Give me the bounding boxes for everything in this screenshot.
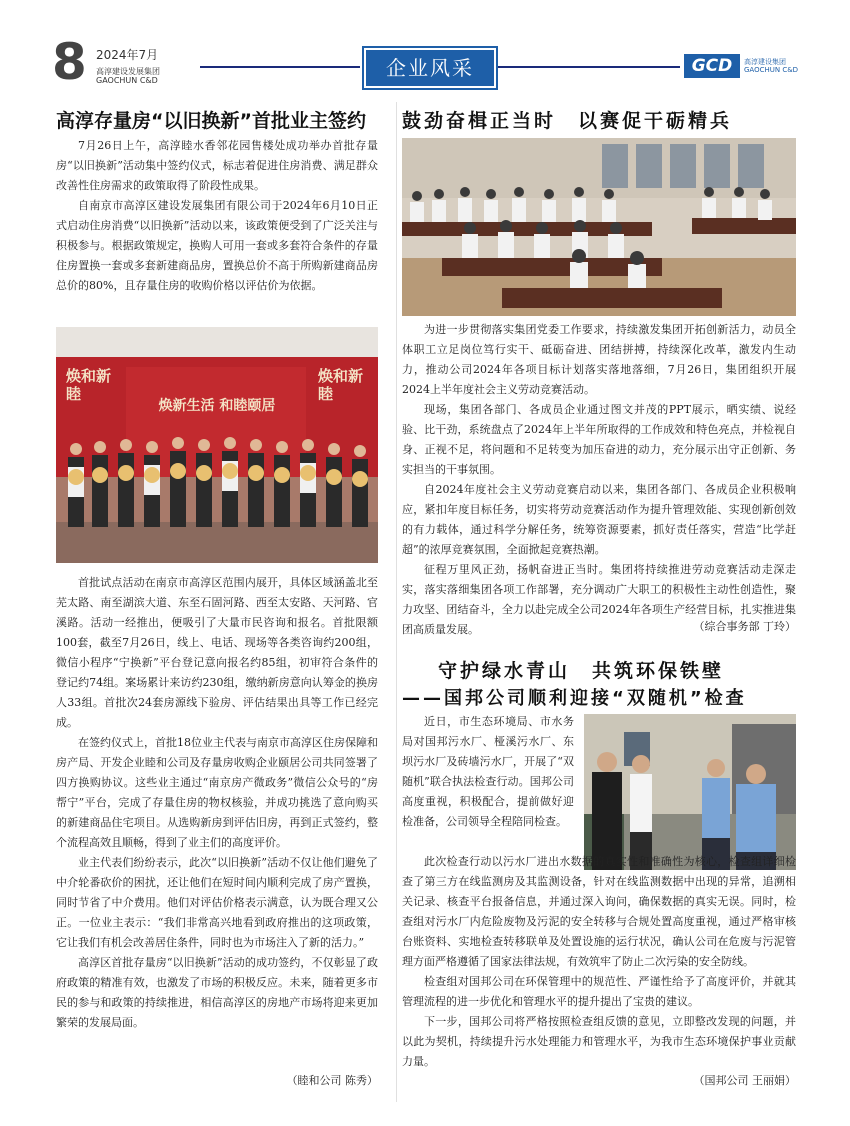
header-rule-right <box>498 66 680 68</box>
article2-title: 鼓劲奋楫正当时 以赛促干砺精兵 <box>402 110 733 132</box>
logo-caption <box>744 58 798 74</box>
article3-paragraph: 检查组对国邦公司在环保管理中的规范性、严谨性给予了高度评价，并就其管理流程的进一步优化和管理水平的提升提出了宝贵的建议。 <box>402 975 796 1008</box>
article2-paragraph: 自2024年度社会主义劳动竞赛启动以来，集团各部门、各成员企业积极响应，紧扣年度目标任务，切实将劳动竞赛活动作为提升管理效能、实现创新创效的有力载体，通过科学分解任务，统筹资源要素，抓好责任落实，营造“比学赶超”的浓厚竞赛氛围，全面掀起竞赛热潮。 <box>402 483 796 556</box>
company-name-cn: 高淳建设发展集团 <box>96 67 160 76</box>
competition-meeting-image <box>402 138 796 316</box>
article2-body <box>402 320 796 640</box>
logo-caption-cn: 高淳建设集团 <box>744 58 786 66</box>
photo-banner-left: 焕和新睦 <box>66 367 112 403</box>
article3-intro <box>402 712 574 832</box>
gcd-logo: GCD <box>684 54 740 78</box>
article2-paragraph: 现场，集团各部门、各成员企业通过图文并茂的PPT展示，晒实绩、说经验、比干劲，系统盘点了2024年上半年所取得的工作成效和特色亮点，并检视自身、正视不足，将问题和不足转变为加压奋进的动力，充分展示出守正创新、务实担当的干事氛围。 <box>402 403 796 476</box>
article3-paragraph: 此次检查行动以污水厂进出水数据的真实性和准确性为核心，检查组详细检查了第三方在线监测房及其监测设备，针对在线监测数据中出现的异常，追溯相关记录、核查平台报备信息，并通过深入询问，确保数据的真实无误。同时，检查组对污水厂内危险废物及污泥的安全转移与合规处置高度重视，通过严格审核台账资料、实地检查转移联单及处置设施的运行状况，确认公司在危废与污泥管理方面严格遵循了国家法律法规，有效筑牢了防止二次污染的安全防线。 <box>402 855 796 968</box>
article1-paragraph: 业主代表们纷纷表示，此次“以旧换新”活动不仅让他们避免了中介轮番砍价的困扰，还让他们在短时间内顺利完成了房产置换，同时节省了中介费用。他们对评估价格表示满意，认为既合理又公正。一位业主表示：“我们非常高兴地看到政府推出的这项政策，它让我们有机会改善居住条件，同时也为市场注入了新的活力。” <box>56 856 378 949</box>
competition-meeting-photo <box>402 138 796 316</box>
signing-ceremony-photo <box>56 327 378 563</box>
masthead-company <box>96 67 160 85</box>
article3-body <box>402 852 796 1072</box>
article1-paragraph: 高淳区首批存量房“以旧换新”活动的成功签约，不仅彰显了政府政策的精准有效，也激发了市场的积极反应。未来，随着更多市民的参与和政策的持续推进，相信高淳区的房地产市场将迎来更加繁荣的发展局面。 <box>56 956 378 1029</box>
article1-title: 高淳存量房“以旧换新”首批业主签约 <box>56 110 366 132</box>
issue-date: 2024年7月 <box>96 48 159 62</box>
column-divider <box>396 102 397 1102</box>
article1-paragraph: 自南京市高淳区建设发展集团有限公司于2024年6月10日正式启动住房消费“以旧换新”活动以来，该政策便受到了广泛关注与积极参与。根据政策规定，换购人可用一套或多套符合条件的存量住房置换一套或多套新建商品房，置换总价不高于所购新建商品房总价的80%，且存量住房的收购价格以评估价为依据。 <box>56 199 378 292</box>
signing-ceremony-image <box>56 327 378 563</box>
inspection-photo <box>584 714 796 870</box>
article3-paragraph: 下一步，国邦公司将严格按照检查组反馈的意见，立即整改发现的问题，并以此为契机，持续提升污水处理能力和管理水平，为我市生态环境保护事业贡献力量。 <box>402 1015 796 1068</box>
article1-body-bottom <box>56 573 378 1033</box>
article1-paragraph: 7月26日上午，高淳睦水香邻花园售楼处成功举办首批存量房“以旧换新”活动集中签约仪式，标志着促进住房消费、满足群众改善性住房需求的政策取得了阶段性成果。 <box>56 139 378 192</box>
article3-signature: （国邦公司 王丽娟） <box>693 1074 796 1087</box>
article3-title: 守护绿水青山 共筑环保铁壁 <box>438 660 725 682</box>
logo-caption-en: GAOCHUN C&D <box>744 66 799 74</box>
article1-paragraph: 首批试点活动在南京市高淳区范围内展开，具体区域涵盖北至芜太路、南至湖滨大道、东至石固河路、西至太安路、天河路、官溪路。活动一经推出，便吸引了大量市民咨询和报名。首批限额100套，截至7月26日，线上、电话、现场等各类咨询约200组，微信小程序“宁换新”平台登记意向报名约85组，初审符合条件的登记约74组。案场累计来访约230组，缴纳新房意向认筹金的换房人33组。首批次24套房源线下验房、评估结果出具等工作已经完成。 <box>56 576 378 729</box>
article2-signature: （综合事务部 丁玲） <box>693 620 796 633</box>
section-banner: 企业风采 <box>364 48 496 88</box>
inspection-image <box>584 714 796 870</box>
article1-paragraph: 在签约仪式上，首批18位业主代表与南京市高淳区住房保障和房产局、开发企业睦和公司及存量房收购企业颐居公司共同签署了四方换购协议。这些业主通过“南京房产微政务”微信公众号的“房帮宁”平台，完成了存量住房的物权核验，并成功挑选了意向购买的新建商品住宅项目。从选购新房到评估旧房，再到正式签约，整个流程高效且顺畅，得到了业主们的高度评价。 <box>56 736 378 849</box>
photo-banner-center: 焕新生活 和睦颐居 <box>158 398 276 414</box>
article3-paragraph: 近日，市生态环境局、市水务局对国邦污水厂、桠溪污水厂、东坝污水厂及砖墙污水厂，开展了“双随机”联合执法检查行动。国邦公司高度重视，积极配合，提前做好迎检准备，公司领导全程陪同检查。 <box>402 715 574 828</box>
article2-paragraph: 征程万里风正劲，扬帆奋进正当时。集团将持续推进劳动竞赛活动走深走实，落实落细集团各项工作部署，充分调动广大职工的积极性主动性创造性，聚力攻坚、团结奋斗，全力以赴完成全公司2024年各项生产经营目标，扎实推进集团高质量发展。 <box>402 563 796 636</box>
article2-paragraph: 为进一步贯彻落实集团党委工作要求，持续激发集团开拓创新活力，动员全体职工立足岗位笃行实干、砥砺奋进、团结拼搏，持续深化改革，激发内生动力，推动公司2024年各项目标计划落实落地落细，7月26日，集团组织开展2024上半年度社会主义劳动竞赛活动。 <box>402 323 796 396</box>
article3-subtitle: ——国邦公司顺利迎接“双随机”检查 <box>402 688 747 709</box>
company-name-en: GAOCHUN C&D <box>96 76 158 85</box>
header-rule-left <box>200 66 360 68</box>
page-number: 8 <box>52 33 87 91</box>
article1-signature: （睦和公司 陈秀） <box>286 1074 378 1087</box>
article1-body-top <box>56 136 378 296</box>
photo-banner-right: 焕和新睦 <box>318 367 364 403</box>
